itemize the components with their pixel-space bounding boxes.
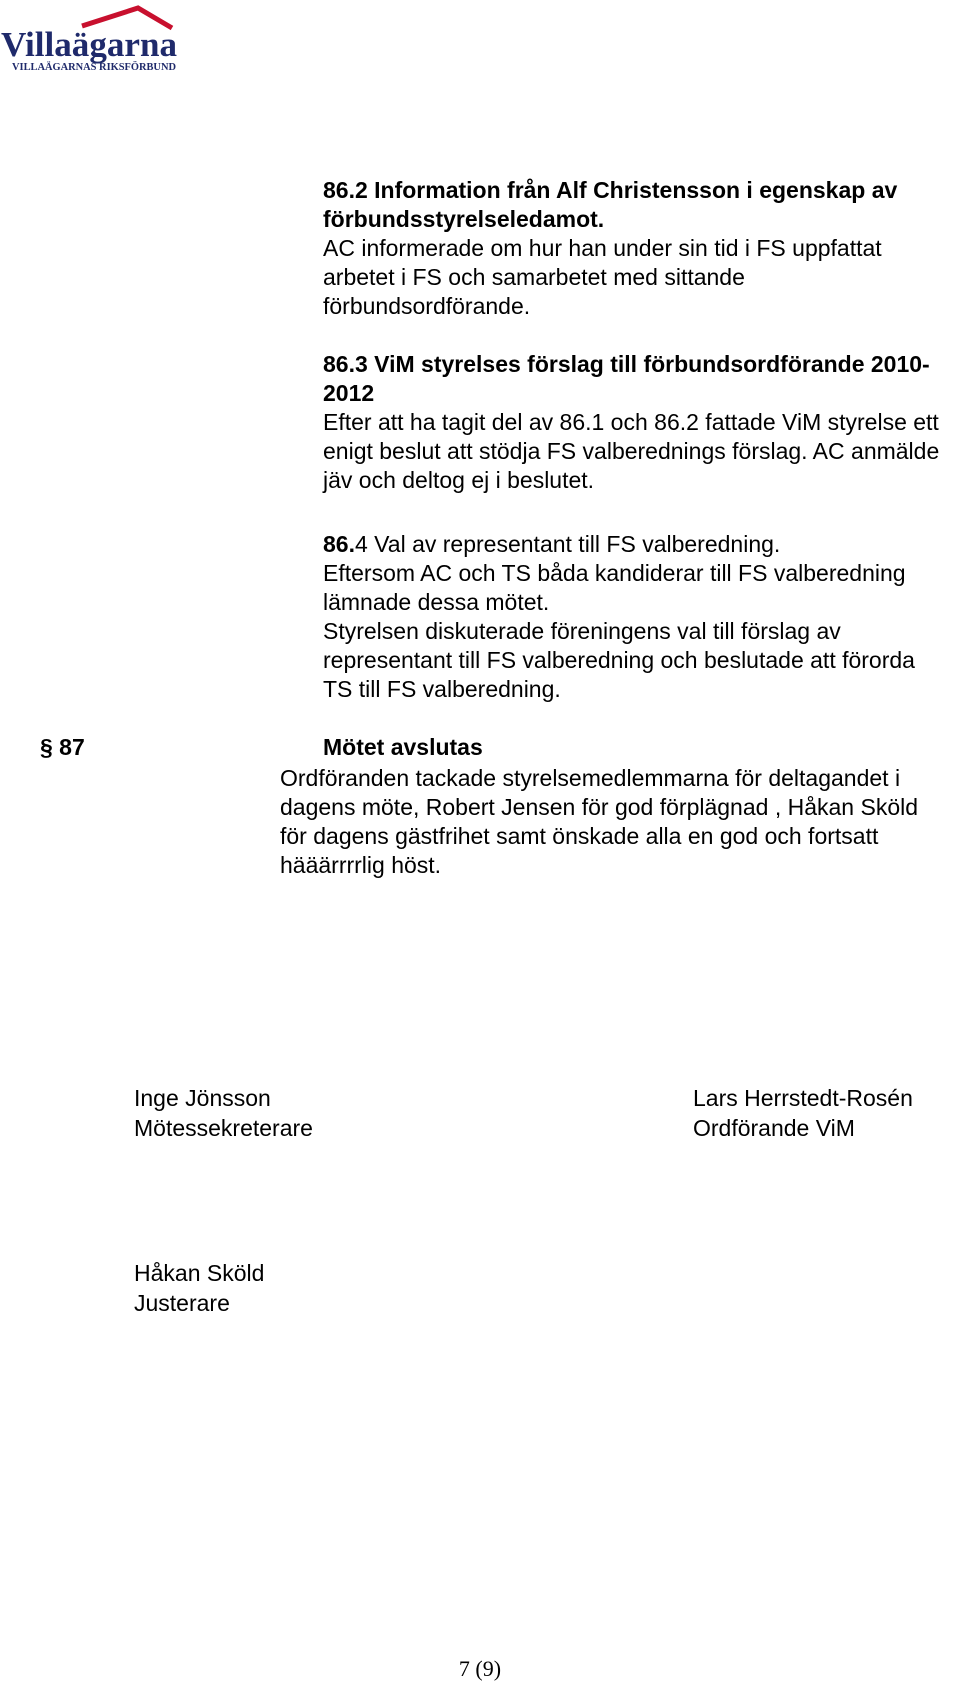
signature-role: Justerare [134, 1290, 230, 1316]
page-number: 7 (9) [458, 1656, 502, 1681]
logo-graphic [0, 4, 180, 74]
section-86-4-heading: 4 Val av representant till FS valberedning. [354, 531, 781, 557]
section-86-4-number: 86. [323, 531, 355, 557]
signature-chair [693, 1083, 913, 1143]
section-87-body-block [280, 764, 940, 880]
section-86-4 [323, 530, 943, 704]
signature-secretary [134, 1083, 313, 1143]
villaagarna-logo [0, 4, 180, 74]
section-86-4-body-1: Eftersom AC och TS båda kandiderar till FS valberedning lämnade dessa mötet. [323, 560, 906, 615]
signature-role: Mötessekreterare [134, 1115, 313, 1141]
signature-name: Håkan Sköld [134, 1260, 265, 1286]
signature-adjuster [134, 1258, 264, 1318]
logo-wordmark: Villaägarna [1, 25, 177, 64]
signature-name: Lars Herrstedt-Rosén [693, 1085, 913, 1111]
logo-subline: VILLAÄGARNAS RIKSFÖRBUND [12, 62, 170, 73]
section-86-3-body: Efter att ha tagit del av 86.1 och 86.2 fattade ViM styrelse ett enigt beslut att stödja FS valberednings förslag. AC anmälde jäv och deltog ej i beslutet. [323, 409, 940, 493]
section-87-title: Mötet avslutas [323, 734, 483, 760]
section-86-3 [323, 350, 943, 495]
section-87-body: Ordföranden tackade styrelsemedlemmarna för deltagandet i dagens möte, Robert Jensen för god förplägnad , Håkan Sköld för dagens gästfrihet samt önskade alla en god och fortsatt hääärrrrlig höst. [280, 765, 919, 878]
section-86-4-body-2: Styrelsen diskuterade föreningens val till förslag av representant till FS valberedning och beslutade att förorda TS till FS valberedning. [323, 618, 915, 702]
signature-name: Inge Jönsson [134, 1085, 271, 1111]
section-86-3-heading: 3 ViM styrelses förslag till förbundsordförande 2010-2012 [323, 351, 930, 406]
signature-role: Ordförande ViM [693, 1115, 855, 1141]
section-86-2-body: AC informerade om hur han under sin tid i FS uppfattat arbetet i FS och samarbetet med sittande förbundsordförande. [323, 235, 882, 319]
section-86-2-heading: 86.2 Information från Alf Christensson i egenskap av förbundsstyrelseledamot. [323, 177, 898, 232]
section-86-3-number: 86. [323, 351, 355, 377]
section-87-number: § 87 [40, 734, 85, 760]
section-86-2 [323, 176, 943, 321]
